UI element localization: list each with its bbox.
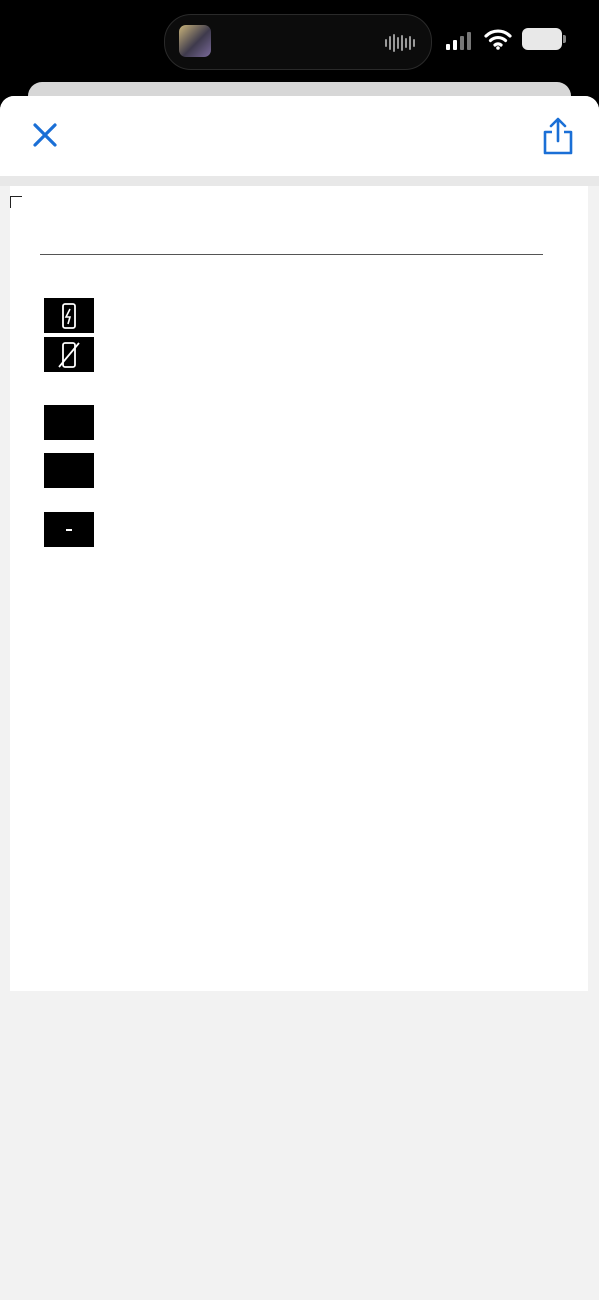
crop-mark xyxy=(10,196,22,197)
viewer-navbar xyxy=(0,96,599,176)
device-not-charging-icon xyxy=(44,337,94,372)
audio-waveform-icon xyxy=(385,33,415,53)
page-strip xyxy=(0,176,599,186)
title-rule xyxy=(40,254,543,255)
dynamic-island[interactable] xyxy=(164,14,432,70)
battery-nub xyxy=(563,35,566,43)
ta-supported-icon xyxy=(44,453,94,488)
wireless-charging-icon xyxy=(44,298,94,333)
now-playing-artwork xyxy=(179,25,211,57)
wifi-icon xyxy=(484,28,512,50)
close-icon[interactable] xyxy=(28,118,62,152)
status-bar xyxy=(0,0,599,84)
ta-active-icon xyxy=(44,512,94,547)
pdf-page-394[interactable] xyxy=(10,186,588,991)
crop-mark xyxy=(10,196,11,208)
document-viewer xyxy=(0,96,599,1300)
battery-icon xyxy=(522,28,562,50)
ta-not-supported-icon xyxy=(44,405,94,440)
cellular-signal-icon xyxy=(446,30,471,50)
share-icon[interactable] xyxy=(540,116,576,156)
